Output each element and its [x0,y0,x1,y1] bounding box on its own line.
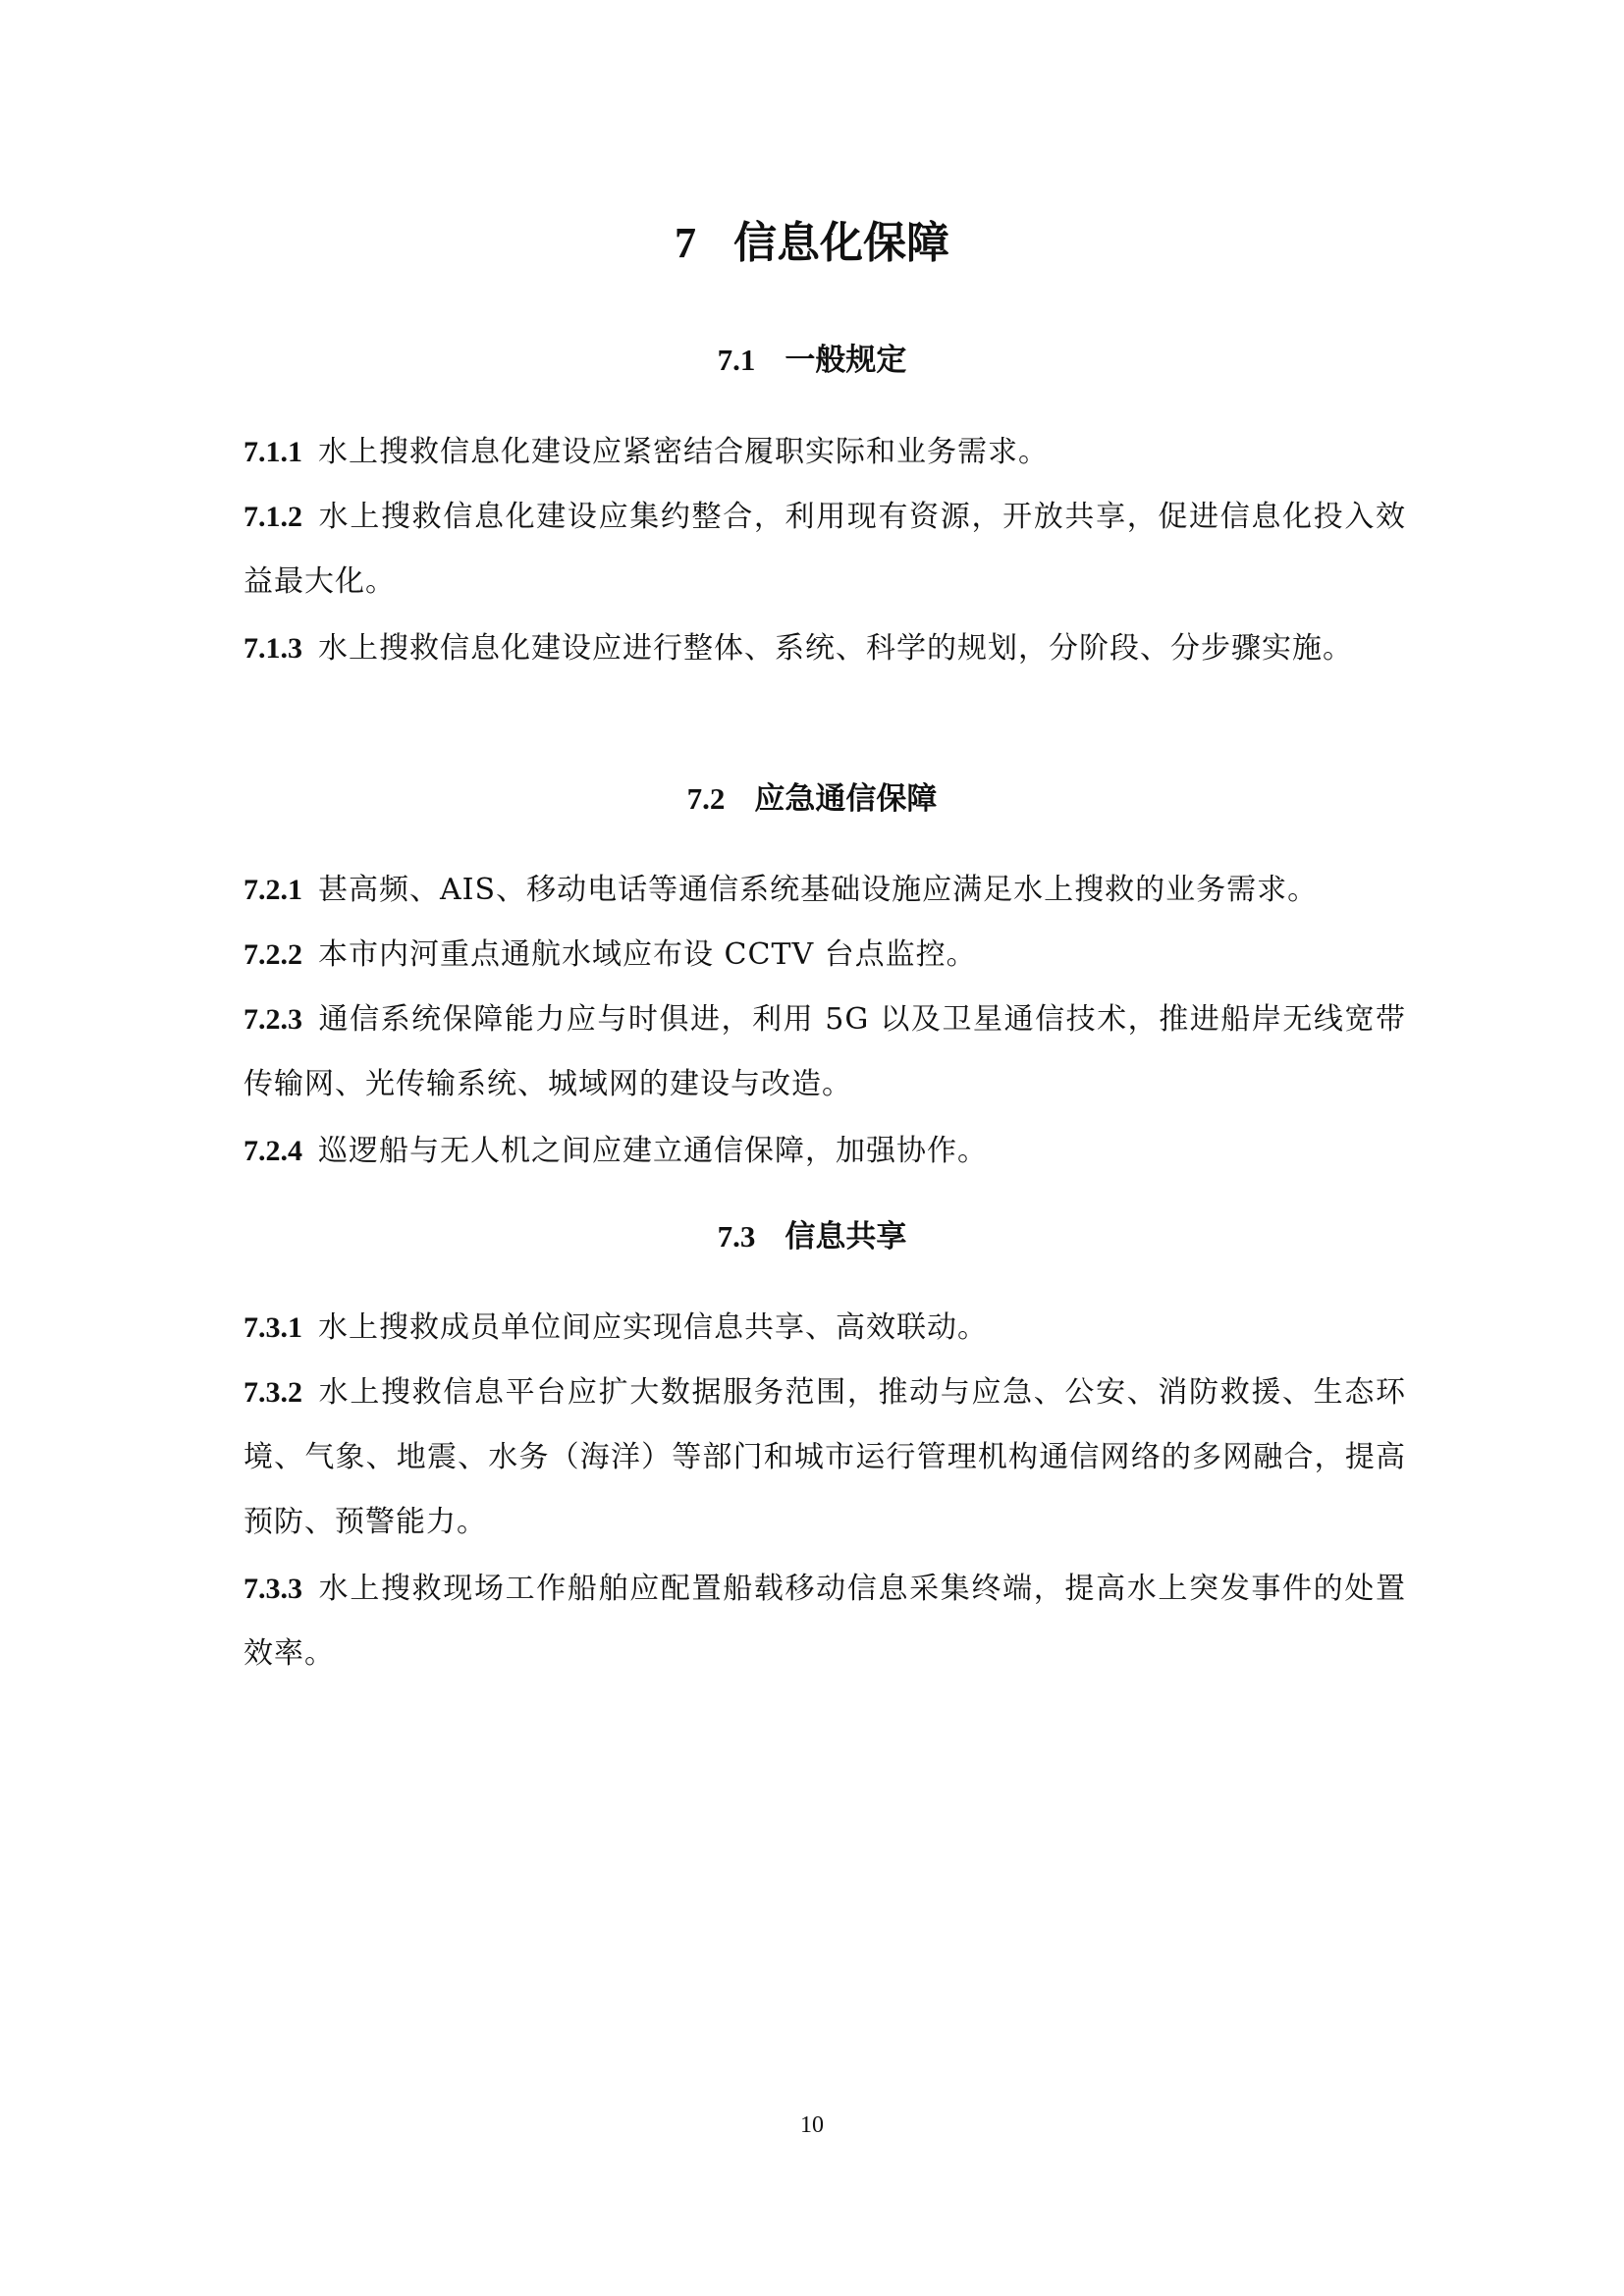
clause-number: 7.3.2 [244,1376,302,1409]
clause-7-2-3 [244,988,1406,1117]
section-number: 7.1 [717,343,756,377]
clause-number: 7.1.2 [244,501,302,533]
chapter-title-text: 信息化保障 [733,218,949,268]
clause-7-2-1 [244,858,1406,923]
clause-text: 本市内河重点通航水域应布设 CCTV 台点监控。 [318,937,977,972]
clause-7-3-3 [244,1557,1406,1686]
clause-number: 7.3.1 [244,1311,302,1344]
chapter-number: 7 [675,219,696,267]
section-title-text: 应急通信保障 [754,781,938,817]
clause-7-2-2 [244,923,1406,988]
clause-number: 7.2.2 [244,938,302,971]
clause-text: 水上搜救成员单位间应实现信息共享、高效联动。 [318,1310,988,1345]
section-title-text: 一般规定 [785,343,907,378]
clause-number: 7.1.3 [244,632,302,665]
clause-number: 7.3.3 [244,1573,302,1605]
section-number: 7.2 [686,781,726,816]
chapter-title [0,214,1624,273]
clause-text: 水上搜救信息化建设应紧密结合履职实际和业务需求。 [318,435,1049,469]
clause-number: 7.2.3 [244,1003,302,1036]
clause-7-3-2 [244,1361,1406,1555]
clause-text: 通信系统保障能力应与时俱进，利用 5G 以及卫星通信技术，推进船岸无线宽带传输网、光传输系统、城域网的建设与改造。 [244,1002,1406,1101]
clause-text: 水上搜救信息化建设应集约整合，利用现有资源，开放共享，促进信息化投入效益最大化。 [244,500,1406,599]
clause-number: 7.2.1 [244,874,302,906]
clause-text: 水上搜救现场工作船舶应配置船载移动信息采集终端，提高水上突发事件的处置效率。 [244,1572,1406,1671]
section-title-7-2 [0,777,1624,821]
section-title-text: 信息共享 [785,1219,907,1255]
clause-7-1-2 [244,485,1406,614]
clause-text: 水上搜救信息平台应扩大数据服务范围，推动与应急、公安、消防救援、生态环境、气象、地震、水务（海洋）等部门和城市运行管理机构通信网络的多网融合，提高预防、预警能力。 [244,1375,1406,1539]
section-title-7-3 [0,1215,1624,1258]
clause-7-2-4 [244,1119,1406,1184]
clause-7-3-1 [244,1296,1406,1361]
clause-number: 7.1.1 [244,436,302,468]
clause-text: 巡逻船与无人机之间应建立通信保障，加强协作。 [318,1134,988,1168]
section-number: 7.3 [717,1219,756,1254]
clause-number: 7.2.4 [244,1135,302,1167]
clause-7-1-1 [244,420,1406,485]
clause-7-1-3 [244,616,1406,681]
section-title-7-1 [0,339,1624,382]
clause-text: 水上搜救信息化建设应进行整体、系统、科学的规划，分阶段、分步骤实施。 [318,631,1353,666]
clause-text: 甚高频、AIS、移动电话等通信系统基础设施应满足水上搜救的业务需求。 [318,873,1319,907]
page-number: 10 [800,2112,824,2138]
